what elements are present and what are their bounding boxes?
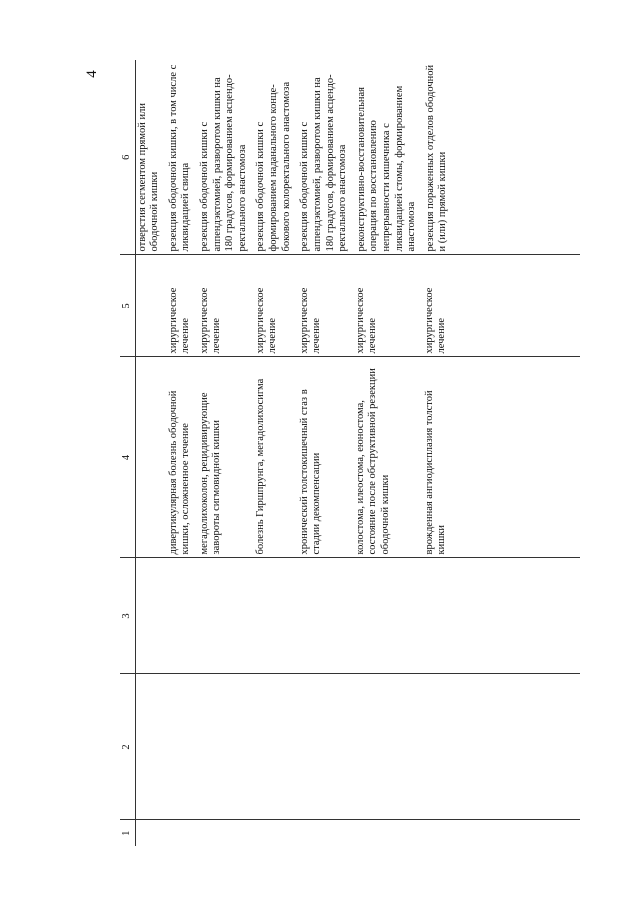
document-page — [120, 60, 580, 846]
header-row — [120, 60, 135, 846]
treatment-text: хирургическое лечение — [423, 287, 448, 354]
procedures-table — [120, 60, 580, 846]
method-text: резекция ободочной кишки, в том числе с ликвидацией свища — [167, 64, 192, 252]
treatment-text: хирургическое лечение — [354, 287, 379, 354]
method-text: резекция ободочной кишки с формированием наданального конце-бокового колоректального анастомоза — [255, 81, 292, 252]
method-text: отверстия сегментом прямой или ободочной кишки — [136, 103, 161, 252]
column-header-1: 1 — [120, 820, 135, 846]
diagnosis-text — [137, 361, 162, 555]
treatment-text: хирургическое лечение — [254, 287, 279, 354]
method-text: резекция пораженных отделов ободочной и (или) прямой кишки — [424, 64, 449, 252]
column-header-6: 6 — [120, 60, 135, 255]
cell-empty — [135, 558, 580, 674]
treatment-text: хирургическое лечение — [298, 287, 323, 354]
treatment-text — [137, 259, 162, 354]
method-text: реконструктивно-восстановительная операция по восстановлению непрерывности кишечника с ликвидацией стомы, формированием анастомоза — [355, 85, 418, 252]
column-header-4: 4 — [120, 357, 135, 558]
treatment-text: хирургическое лечение — [198, 287, 223, 354]
diagnosis-text: мегадолихоколон, рецидивирующие завороты сигмовидной кишки — [198, 392, 223, 555]
treatment-text: хирургическое лечение — [167, 287, 192, 354]
method-text: резекция ободочной кишки с аппендэктомией, разворотом кишки на 180 градусов, формированием асцендо-ректального анастомоза — [198, 74, 248, 252]
column-header-2: 2 — [120, 674, 135, 820]
cell-empty — [135, 820, 580, 846]
column-header-3: 3 — [120, 558, 135, 674]
diagnosis-text: дивертикулярная болезнь ободочной кишки, осложненное течение — [167, 390, 192, 555]
diagnosis-text: колостома, илеостома, еюностома, состояние после обструктивной резекции ободочной кишки — [354, 368, 391, 555]
cell-empty — [135, 674, 580, 820]
diagnosis-text: хронический толстокишечный стаз в стадии декомпенсации — [298, 389, 323, 555]
diagnosis-text: болезнь Гиршпрунга, мегадолихосигма — [254, 378, 266, 555]
column-header-5: 5 — [120, 255, 135, 357]
method-text: резекция ободочной кишки с аппендэктомией, разворотом кишки на 180 градусов, формированием асцендо-ректального анастомоза — [299, 74, 349, 252]
page-number: 4 — [84, 70, 100, 78]
diagnosis-text: врожденная ангиодисплазия толстой кишки — [423, 390, 448, 555]
rotated-content — [120, 60, 580, 846]
table-row — [135, 60, 580, 846]
